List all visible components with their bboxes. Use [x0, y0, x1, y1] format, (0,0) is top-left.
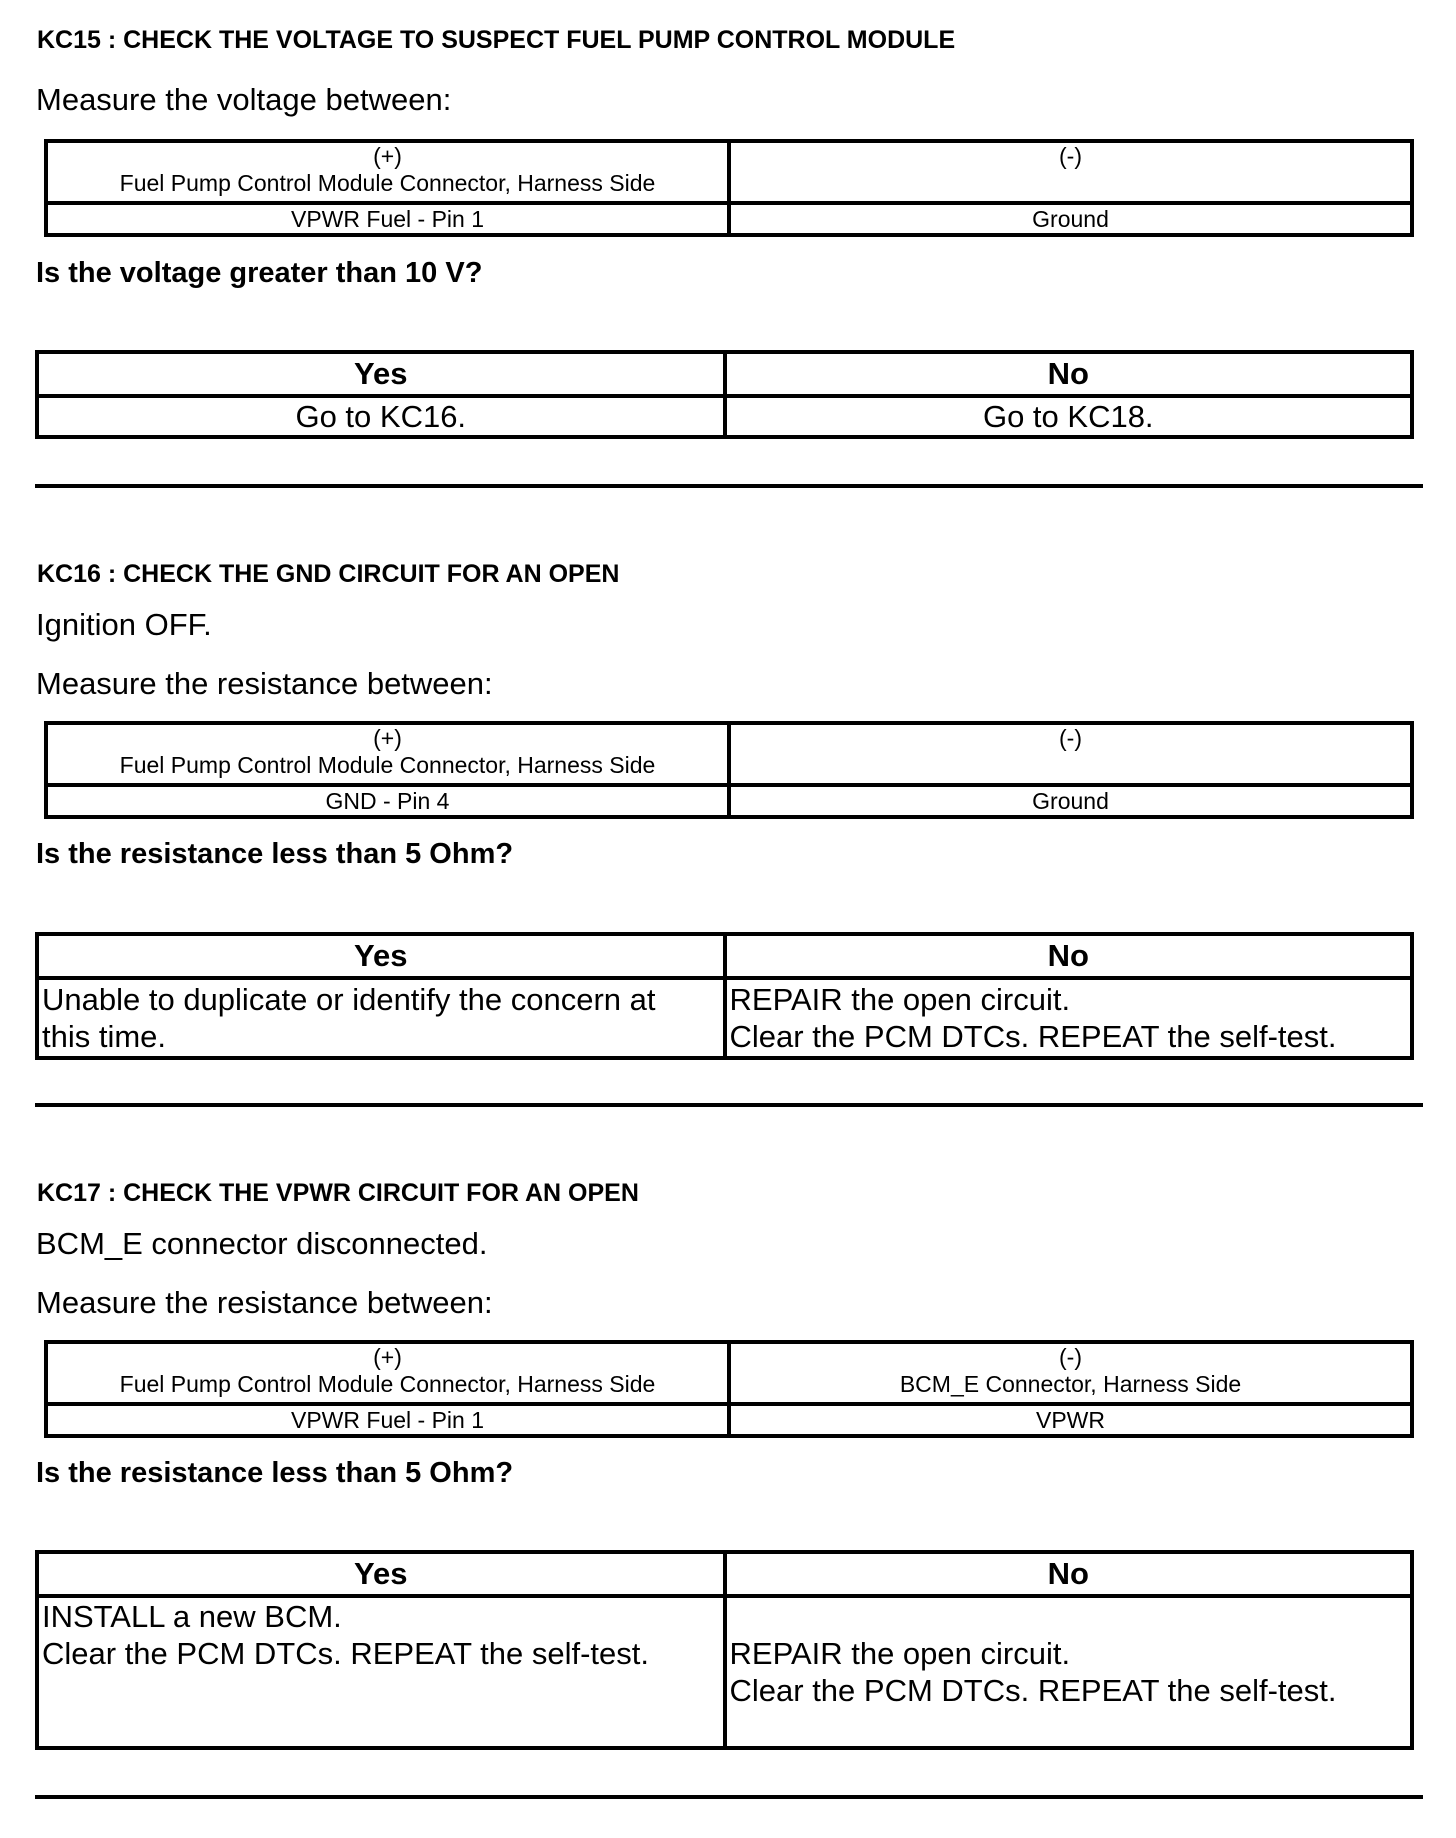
kc17-measurement-table [44, 1340, 1414, 1438]
section-divider [35, 1795, 1423, 1799]
kc17-yes-header: Yes [37, 1552, 725, 1596]
section-divider [35, 484, 1423, 488]
kc17-minus-sign: (-) [1059, 1344, 1082, 1370]
kc17-no-line-1: REPAIR the open circuit. [729, 1636, 1071, 1671]
kc16-minus-sign: (-) [1059, 725, 1082, 751]
kc15-minus-value: Ground [729, 203, 1412, 235]
kc15-no-line: Go to KC18. [982, 399, 1154, 434]
kc15-measurement-table [44, 139, 1414, 237]
kc17-yes-line-2: Clear the PCM DTCs. REPEAT the self-test. [42, 1636, 649, 1671]
kc15-title: KC15 : CHECK THE VOLTAGE TO SUSPECT FUEL PUMP CONTROL MODULE [37, 26, 956, 54]
kc15-result-table [35, 350, 1414, 439]
kc16-result-table [35, 932, 1414, 1060]
kc17-plus-sign: (+) [373, 1344, 402, 1370]
kc17-no-header: No [725, 1552, 1413, 1596]
kc16-instruction-1: Ignition OFF. [36, 607, 212, 642]
kc15-no-action [725, 396, 1413, 437]
kc16-yes-header: Yes [37, 934, 725, 978]
kc15-minus-sign: (-) [1059, 143, 1082, 169]
kc15-yes-header: Yes [37, 352, 725, 396]
kc15-plus-value: VPWR Fuel - Pin 1 [46, 203, 729, 235]
kc17-title: KC17 : CHECK THE VPWR CIRCUIT FOR AN OPEN [37, 1179, 639, 1207]
kc15-plus-label: Fuel Pump Control Module Connector, Harness Side [119, 170, 656, 196]
kc17-minus-label: BCM_E Connector, Harness Side [899, 1371, 1242, 1397]
kc15-plus-header [46, 141, 729, 203]
kc16-minus-value: Ground [729, 785, 1412, 817]
section-divider [35, 1103, 1423, 1107]
kc15-plus-sign: (+) [373, 143, 402, 169]
kc16-no-action [725, 978, 1413, 1058]
kc17-instruction-1: BCM_E connector disconnected. [36, 1226, 488, 1261]
kc17-no-action [725, 1596, 1413, 1748]
kc15-yes-action [37, 396, 725, 437]
kc17-minus-value: VPWR [729, 1404, 1412, 1436]
kc16-no-header: No [725, 934, 1413, 978]
kc16-plus-label: Fuel Pump Control Module Connector, Harness Side [119, 752, 656, 778]
kc16-plus-header [46, 723, 729, 785]
kc17-yes-action [37, 1596, 725, 1748]
kc17-plus-header [46, 1342, 729, 1404]
kc17-yes-line-1: INSTALL a new BCM. [42, 1599, 342, 1634]
kc16-instruction-2: Measure the resistance between: [36, 666, 493, 701]
kc15-question: Is the voltage greater than 10 V? [36, 257, 483, 289]
kc15-no-header: No [725, 352, 1413, 396]
kc15-instruction: Measure the voltage between: [36, 82, 452, 117]
kc16-no-line-2: Clear the PCM DTCs. REPEAT the self-test. [729, 1019, 1337, 1054]
kc16-yes-action [37, 978, 725, 1058]
kc17-no-line-2: Clear the PCM DTCs. REPEAT the self-test. [729, 1673, 1337, 1708]
kc15-minus-header [729, 141, 1412, 203]
kc17-result-table [35, 1550, 1414, 1750]
kc16-yes-line-1: Unable to duplicate or identify the concern at [42, 982, 656, 1017]
kc16-plus-value: GND - Pin 4 [46, 785, 729, 817]
kc16-title: KC16 : CHECK THE GND CIRCUIT FOR AN OPEN [37, 560, 620, 588]
kc16-yes-line-2: this time. [42, 1019, 167, 1054]
kc17-question: Is the resistance less than 5 Ohm? [36, 1457, 514, 1489]
kc17-instruction-2: Measure the resistance between: [36, 1285, 493, 1320]
kc17-plus-label: Fuel Pump Control Module Connector, Harness Side [119, 1371, 656, 1397]
kc16-minus-header [729, 723, 1412, 785]
kc17-minus-header [729, 1342, 1412, 1404]
kc16-plus-sign: (+) [373, 725, 402, 751]
kc16-measurement-table [44, 721, 1414, 819]
kc16-question: Is the resistance less than 5 Ohm? [36, 838, 514, 870]
kc16-no-line-1: REPAIR the open circuit. [729, 982, 1071, 1017]
kc15-yes-line: Go to KC16. [295, 399, 467, 434]
kc17-plus-value: VPWR Fuel - Pin 1 [46, 1404, 729, 1436]
